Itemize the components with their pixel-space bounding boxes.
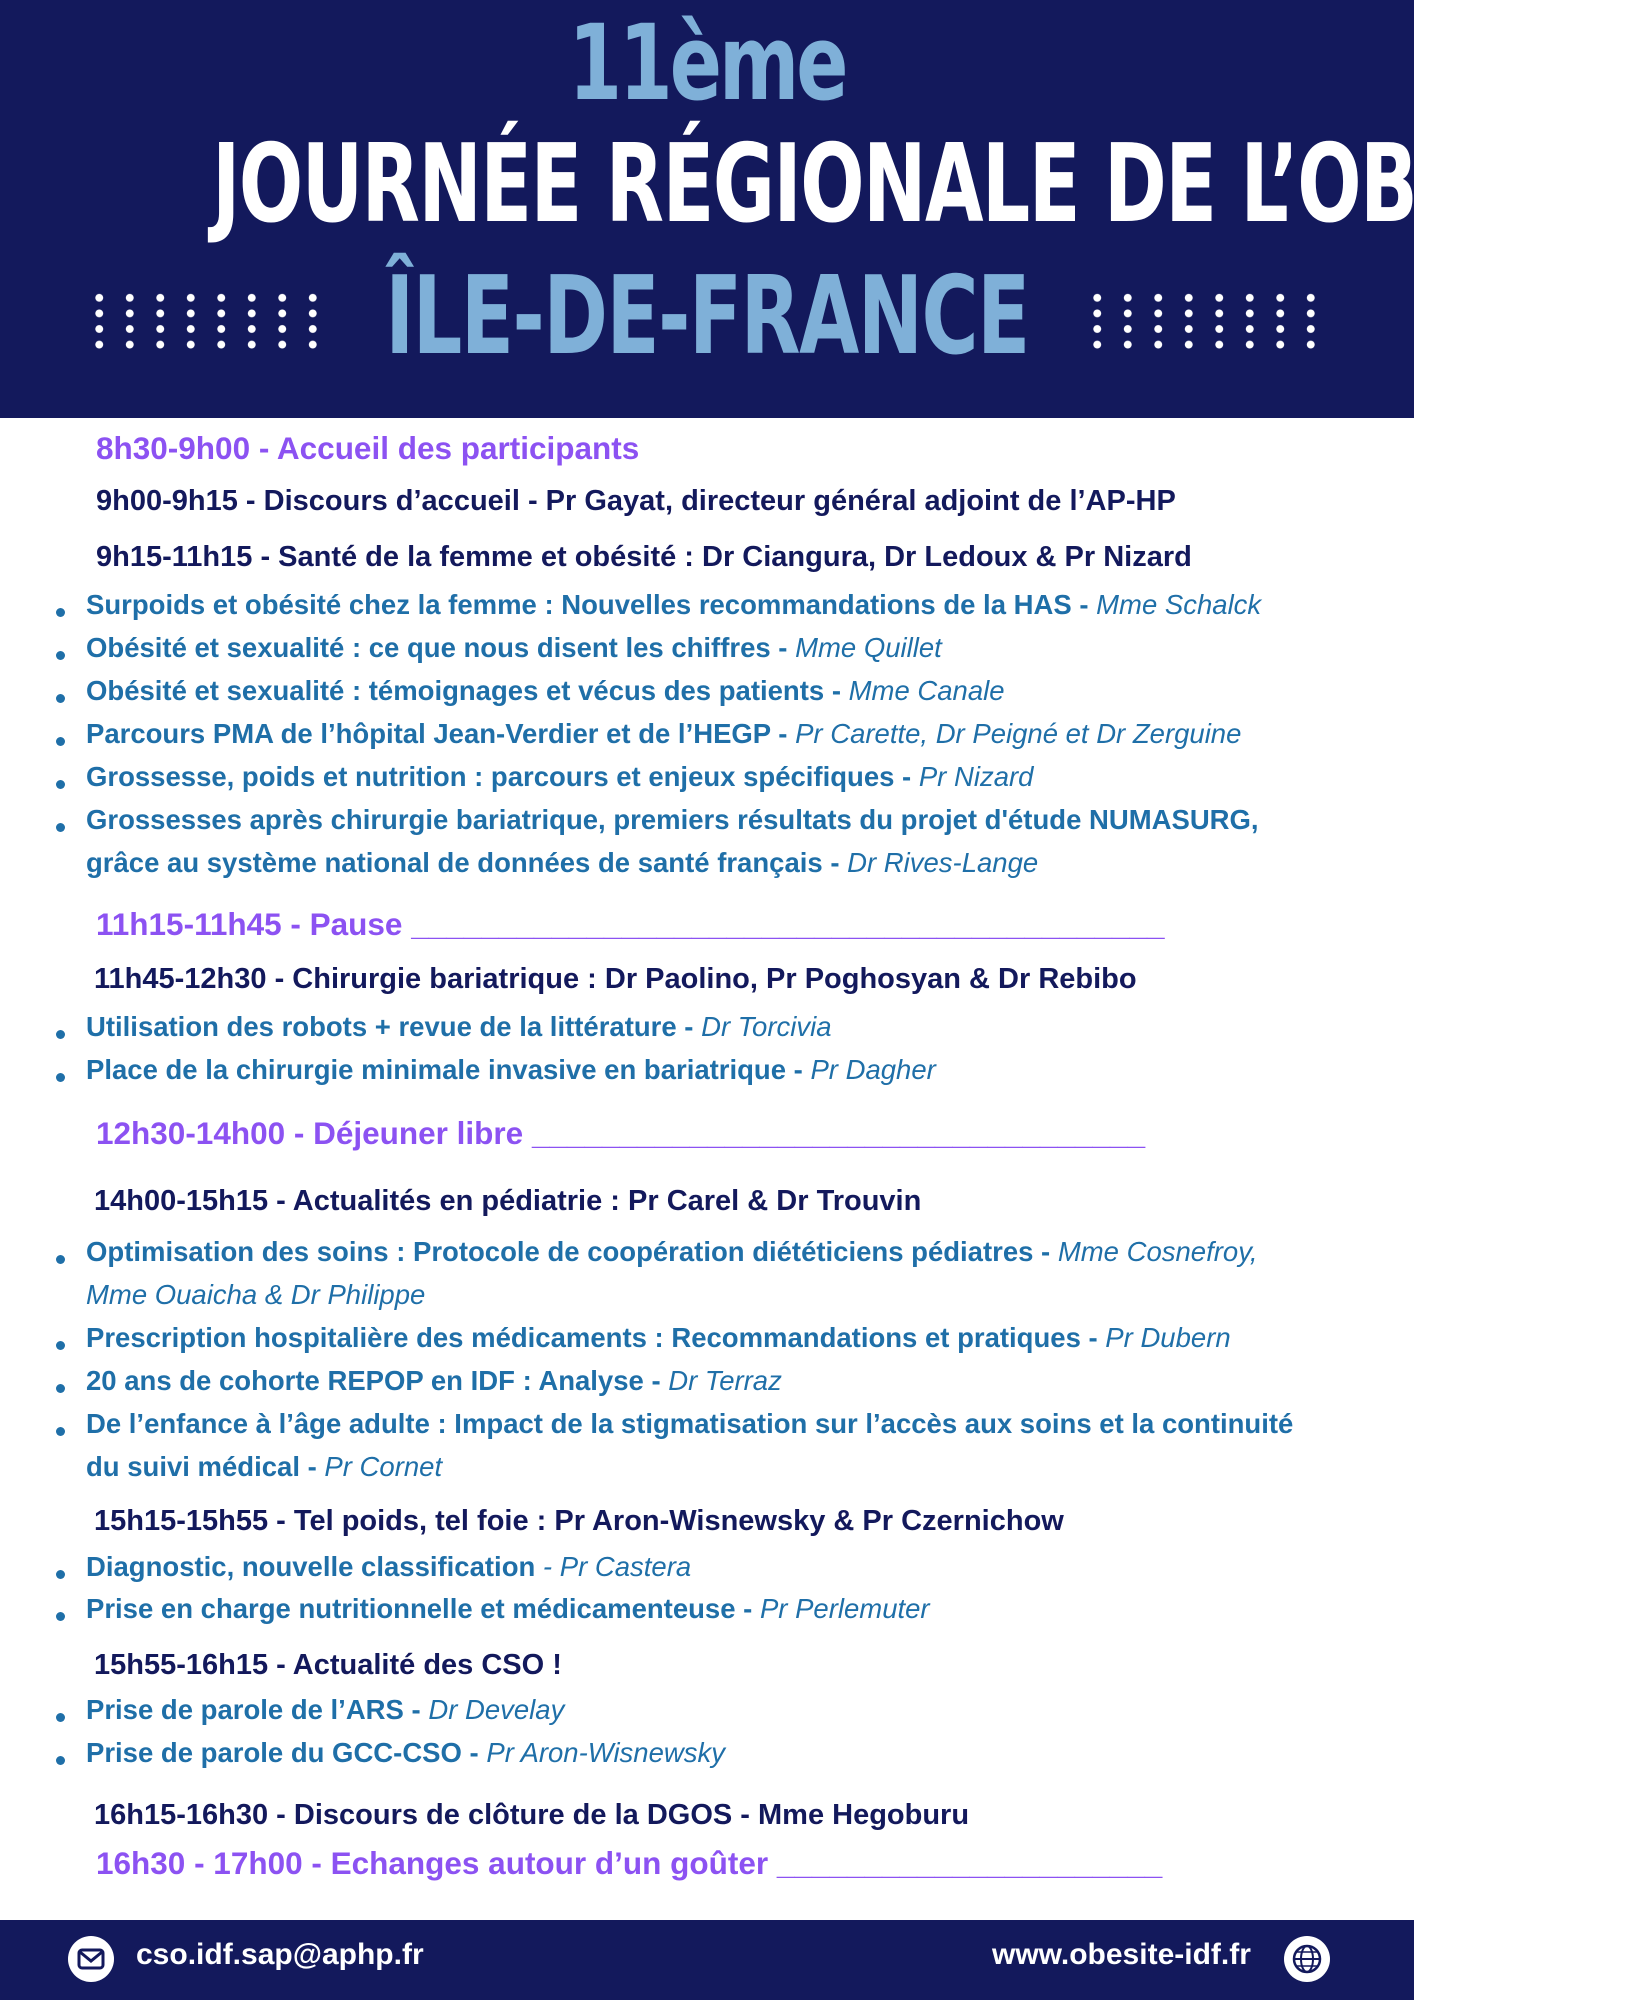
session4-title: 15h15-15h55 - Tel poids, tel foie : Pr Aron-Wisnewsky & Pr Czernichow	[94, 1505, 1064, 1537]
bullet	[56, 651, 65, 660]
list-item: Surpoids et obésité chez la femme : Nouvelles recommandations de la HAS - Mme Schalck	[86, 589, 1262, 620]
list-item: 20 ans de cohorte REPOP en IDF : Analyse - Dr Terraz	[86, 1365, 782, 1396]
list-item: Diagnostic, nouvelle classification - Pr Castera	[86, 1551, 692, 1582]
bullet	[56, 823, 65, 832]
list-item: Prise de parole du GCC-CSO - Pr Aron-Wisnewsky	[86, 1737, 725, 1768]
list-item-continued: grâce au système national de données de santé français - Dr Rives-Lange	[86, 847, 1039, 878]
event-region: ÎLE-DE-FRANCE	[385, 254, 1029, 379]
list-item-continued: du suivi médical - Pr Cornet	[86, 1451, 443, 1482]
list-item: Optimisation des soins : Protocole de coopération diététiciens pédiatres - Mme Cosnefroy,	[86, 1236, 1258, 1267]
session5-title: 15h55-16h15 - Actualité des CSO !	[94, 1649, 562, 1681]
session2-title: 11h45-12h30 - Chirurgie bariatrique : Dr Paolino, Pr Poghosyan & Dr Rebibo	[94, 963, 1137, 995]
session3-title: 14h00-15h15 - Actualités en pédiatrie : Pr Carel & Dr Trouvin	[94, 1185, 922, 1217]
footer-bar	[0, 1920, 1414, 2000]
list-item: Prise de parole de l’ARS - Dr Develay	[86, 1694, 565, 1725]
list-item: Utilisation des robots + revue de la littérature - Dr Torcivia	[86, 1011, 832, 1042]
bullet	[56, 1427, 65, 1436]
bullet	[56, 1756, 65, 1765]
list-item: Prescription hospitalière des médicaments : Recommandations et pratiques - Pr Dubern	[86, 1322, 1231, 1353]
globe-icon	[1284, 1936, 1330, 1982]
list-item: De l’enfance à l’âge adulte : Impact de la stigmatisation sur l’accès aux soins et la continuité	[86, 1408, 1294, 1439]
accueil-slot: 8h30-9h00 - Accueil des participants	[96, 430, 640, 466]
list-item: Obésité et sexualité : ce que nous disent les chiffres - Mme Quillet	[86, 632, 942, 663]
event-title: JOURNÉE RÉGIONALE DE L’OBÉSITÉ	[212, 122, 1647, 247]
list-item: Grossesses après chirurgie bariatrique, premiers résultats du projet d'étude NUMASURG,	[86, 804, 1259, 835]
decorative-dots-right	[1082, 290, 1322, 350]
bullet	[56, 694, 65, 703]
bullet	[56, 780, 65, 789]
bullet	[56, 1612, 65, 1621]
header-banner	[0, 0, 1647, 418]
gouter-slot: 16h30 - 17h00 - Echanges autour d’un goûter ______________________	[96, 1845, 1163, 1881]
bullet	[56, 1384, 65, 1393]
session1-title: 9h15-11h15 - Santé de la femme et obésité : Dr Ciangura, Dr Ledoux & Pr Nizard	[96, 541, 1192, 573]
bullet	[56, 1713, 65, 1722]
list-item-continued: Mme Ouaicha & Dr Philippe	[86, 1279, 426, 1310]
list-item: Obésité et sexualité : témoignages et vécus des patients - Mme Canale	[86, 675, 1005, 706]
bullet	[56, 737, 65, 746]
email-icon	[68, 1936, 114, 1982]
discours-slot: 9h00-9h15 - Discours d’accueil - Pr Gayat, directeur général adjoint de l’AP-HP	[96, 485, 1176, 517]
bullet	[56, 1570, 65, 1579]
email-link[interactable]: cso.idf.sap@aphp.fr	[136, 1938, 424, 1971]
list-item: Prise en charge nutritionnelle et médicamenteuse - Pr Perlemuter	[86, 1593, 930, 1624]
website-link[interactable]: www.obesite-idf.fr	[992, 1938, 1251, 1971]
list-item: Place de la chirurgie minimale invasive en bariatrique - Pr Dagher	[86, 1054, 936, 1085]
list-item: Parcours PMA de l’hôpital Jean-Verdier et de l’HEGP - Pr Carette, Dr Peigné et Dr Zerguine	[86, 718, 1242, 749]
bullet	[56, 1073, 65, 1082]
bullet	[56, 1255, 65, 1264]
dejeuner-slot: 12h30-14h00 - Déjeuner libre ___________________________________	[96, 1115, 1146, 1151]
bullet	[56, 1030, 65, 1039]
pause-slot: 11h15-11h45 - Pause ___________________________________________	[96, 906, 1165, 942]
program-content	[0, 418, 1414, 1920]
bullet	[56, 1341, 65, 1350]
list-item: Grossesse, poids et nutrition : parcours et enjeux spécifiques - Pr Nizard	[86, 761, 1034, 792]
bullet	[56, 608, 65, 617]
edition-number: 11ème	[568, 2, 846, 124]
cloture-slot: 16h15-16h30 - Discours de clôture de la DGOS - Mme Hegoburu	[94, 1799, 970, 1831]
